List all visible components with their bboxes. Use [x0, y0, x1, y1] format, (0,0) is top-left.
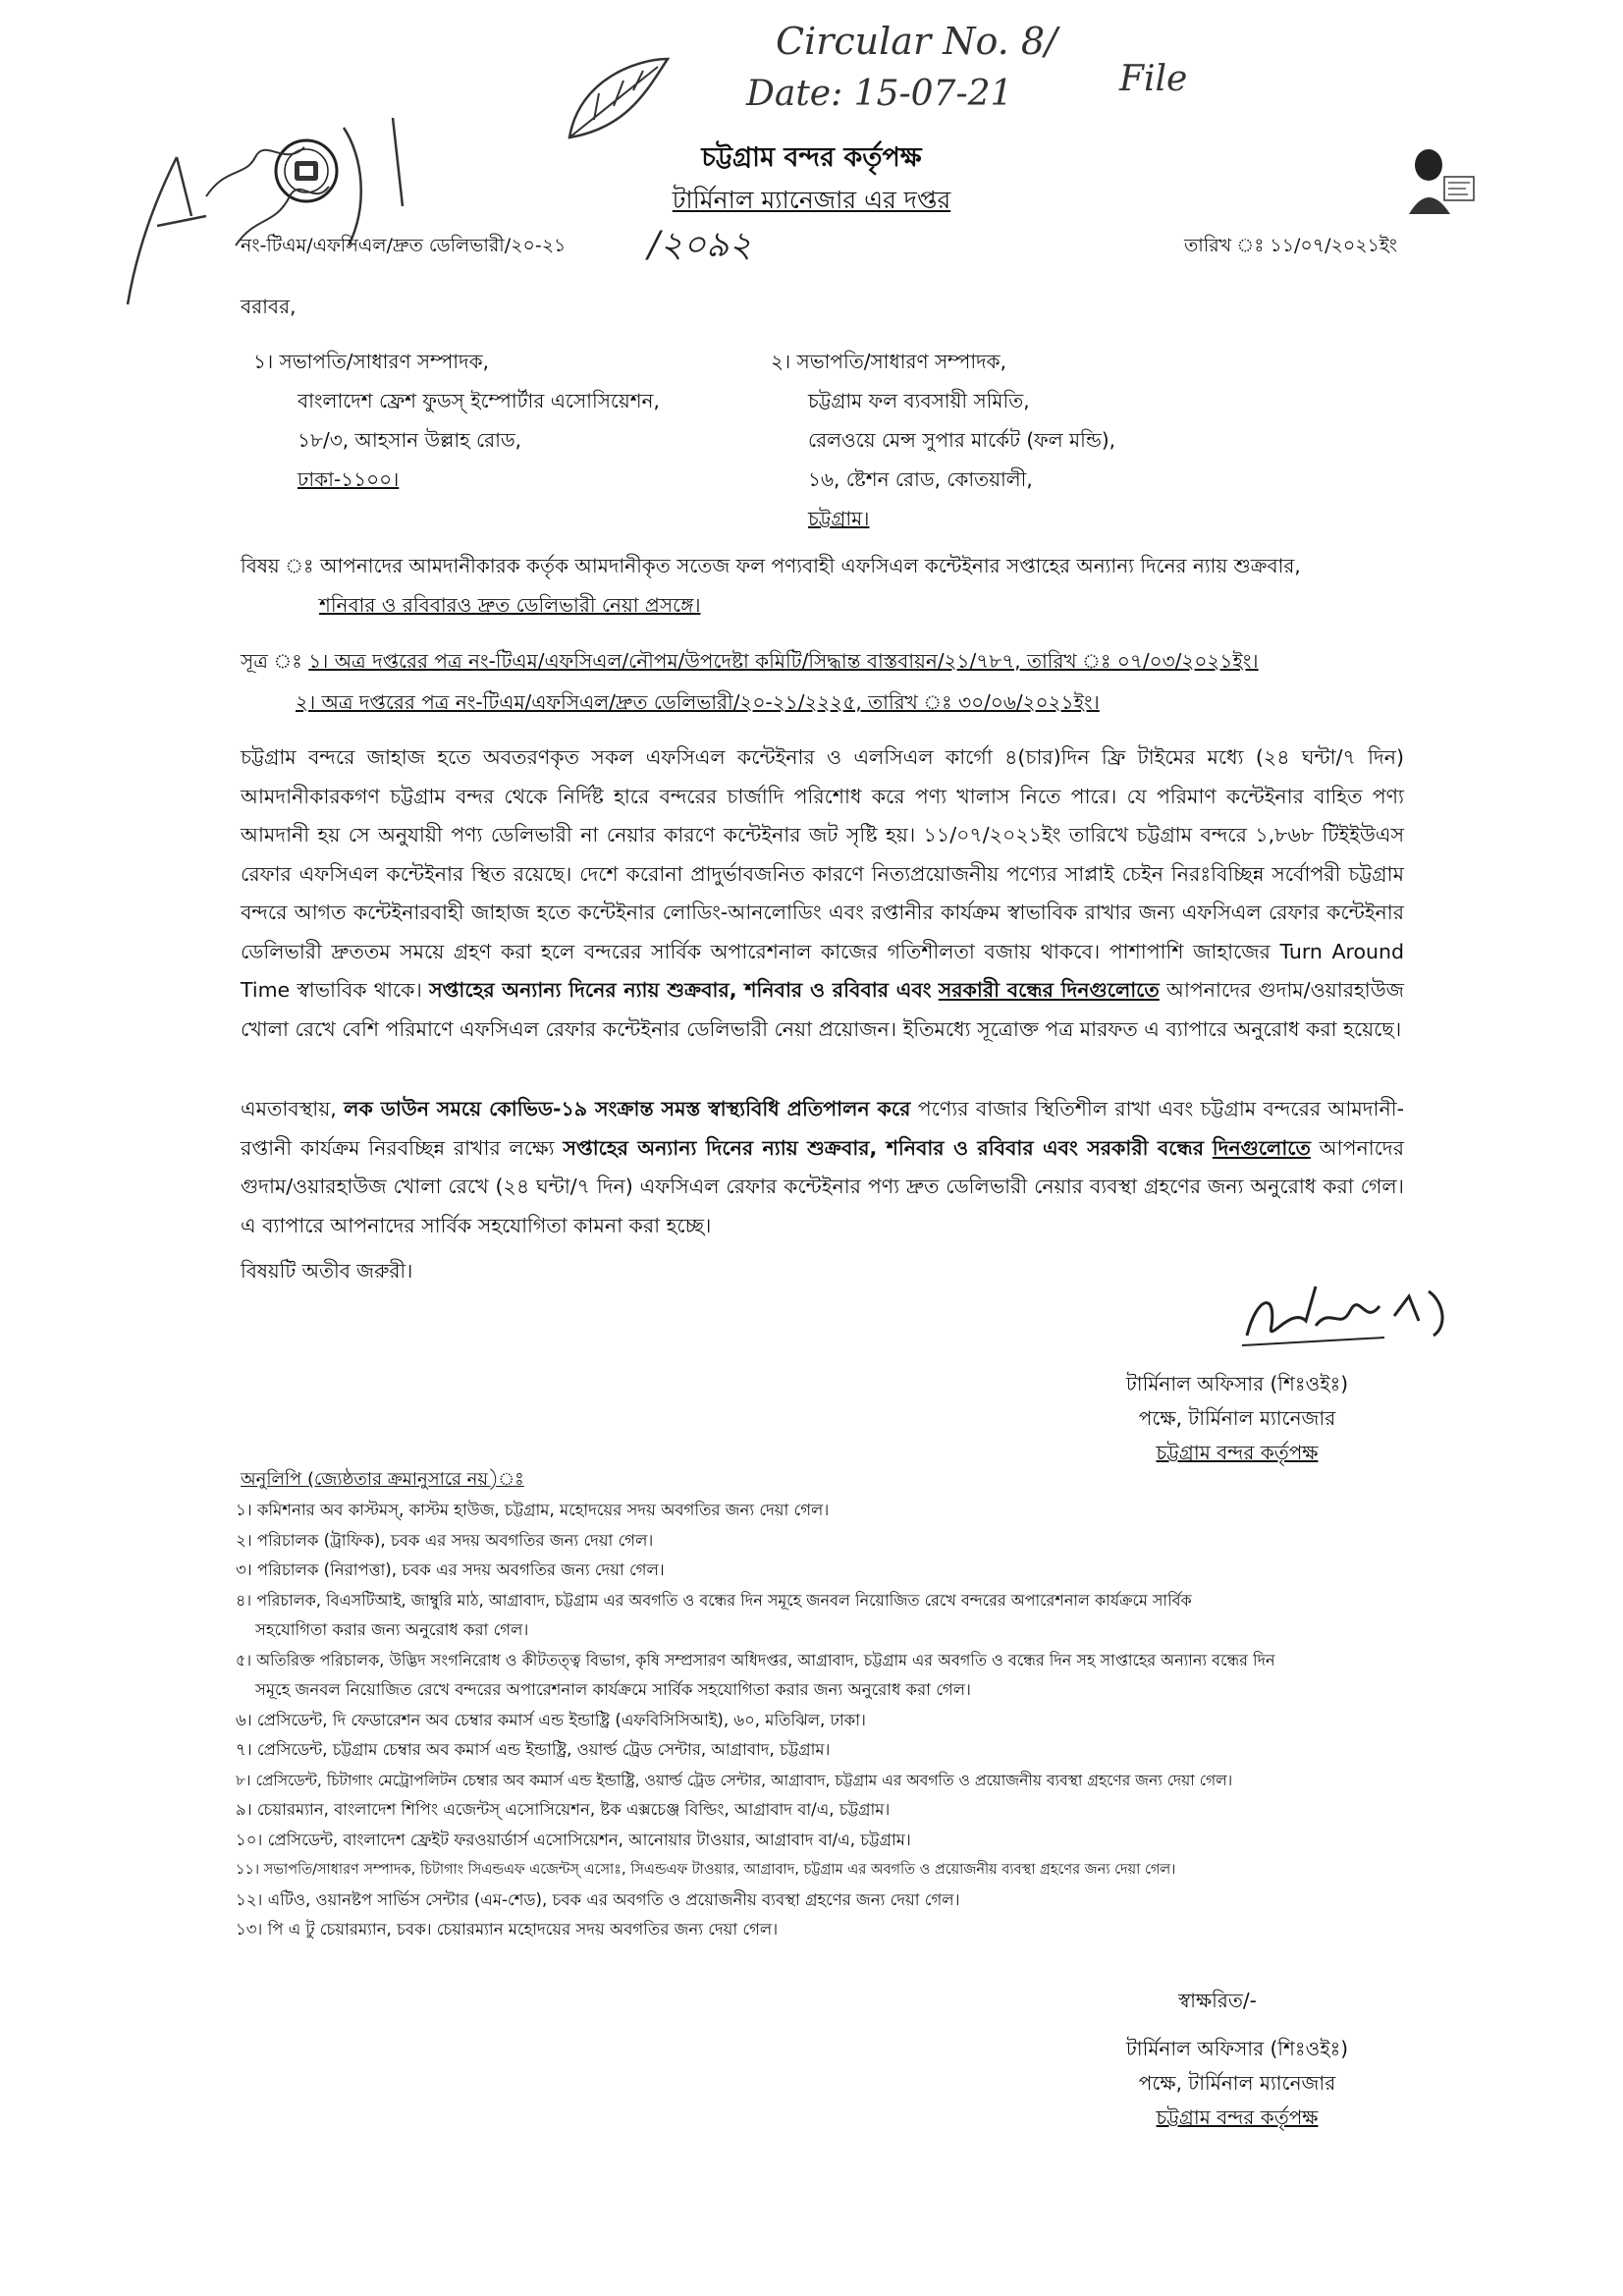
- handwritten-circular-note: Circular No. 8/: [776, 20, 1057, 63]
- subject-line-2: শনিবার ও রবিবারও দ্রুত ডেলিভারী নেয়া প্রসঙ্গে।: [319, 593, 701, 617]
- paragraph-text: আমদানীকারকগণ চট্টগ্রাম বন্দর থেকে নির্দিষ্ট হারে বন্দরের চার্জাদি পরিশোধ করে পণ্য খালাস নিতে পারে। যে পরিমাণ কন্টেইনার বাহিত: [241, 784, 1363, 808]
- signature-block: [1090, 1367, 1384, 1470]
- paragraph-text: রাখার জন্য এফসিএল রেফার কন্টেইনার ডেলিভারী দ্রুততম সময়ে গ্রহণ করা হলে বন্দরের সার্বিক অপারেশনাল কাজের গতিশীলতা বজায়: [241, 901, 1404, 963]
- paragraph-text: এমতাবস্থায়,: [241, 1097, 337, 1121]
- paragraph-text: থাকবে। পাশাপাশি জাহাজের Turn Around Time স্বাভাবিক থাকে।: [241, 939, 1404, 1002]
- paragraph-emphasis: দিনগুলোতে: [1212, 1135, 1311, 1160]
- paragraph-text: আমদানী-রপ্তানী কার্যক্রম নিরবচ্ছিন্ন রাখার লক্ষ্যে: [241, 1097, 1404, 1160]
- recipient-2-line: চট্টগ্রাম ফল ব্যবসায়ী সমিতি,: [808, 389, 1030, 412]
- paragraph-emphasis: সপ্তাহের অন্যান্য দিনের ন্যায় শুক্রবার, শনিবার ও রবিবার এবং সরকারী বন্ধের: [563, 1135, 1204, 1160]
- subject-label: বিষয় ঃ: [241, 554, 314, 577]
- attested-organization: চট্টগ্রাম বন্দর কর্তৃপক্ষ: [1156, 2105, 1319, 2129]
- attested-title: টার্মিনাল অফিসার (শিঃওইঃ): [1125, 2037, 1349, 2060]
- signatory-on-behalf: পক্ষে, টার্মিনাল ম্যানেজার: [1138, 1406, 1336, 1430]
- memo-number-handwritten: /২০৯২: [648, 225, 752, 265]
- copy-item: ৮। প্রেসিডেন্ট, চিটাগাং মেট্রোপলিটন চেম্বার অব কমার্স এন্ড ইন্ডাষ্ট্রি, ওয়ার্ল্ড ট্রেড সেন্টার, আগ্রাবাদ, চট্টগ্রাম এর অবগতি ও প্রয়োজনীয় ব্যবস্থা গ্রহণের জন্য দেয়া গেল।: [236, 1771, 1233, 1789]
- signatory-title: টার্মিনাল অফিসার (শিঃওইঃ): [1125, 1372, 1349, 1395]
- paragraph-emphasis: সরকারী বন্ধের দিনগুলোতে: [938, 978, 1160, 1002]
- paragraph-text: চট্টগ্রাম বন্দরে জাহাজ হতে অবতরণকৃত সকল এফসিএল কন্টেইনার ও এলসিএল কার্গো ৪(চার)দিন ফ্রি টাইমের মধ্যে (২৪ ঘন্টা/৭ দিন): [241, 745, 1404, 769]
- copies-list: [236, 1496, 1424, 1945]
- handwritten-date-note: Date: 15-07-21: [746, 74, 1013, 114]
- paragraph-emphasis: লক ডাউন সময়ে কোভিড-১৯ সংক্রান্ত সমস্ত স্বাস্থ্যবিধি প্রতিপালন করে: [344, 1097, 911, 1121]
- paragraph-text: নিরঃবিচ্ছিন্ন সর্বোপরী চট্টগ্রাম বন্দরে আগত কন্টেইনারবাহী জাহাজ হতে কন্টেইনার লোডিং-আনলোডিং এবং রপ্তানীর কার্যক্রম স্বাভাবিক: [241, 861, 1404, 924]
- paragraph-text: গ্রহণের জন্য অনুরোধ করা গেল। এ ব্যাপারে আপনাদের সার্বিক সহযোগিতা কামনা করা হচ্ছে।: [241, 1175, 1405, 1237]
- copy-item: ৭। প্রেসিডেন্ট, চট্টগ্রাম চেম্বার অব কমার্স এন্ড ইন্ডাষ্ট্রি, ওয়ার্ল্ড ট্রেড সেন্টার, আগ্রাবাদ, চট্টগ্রাম।: [236, 1740, 831, 1759]
- signatory-organization: চট্টগ্রাম বন্দর কর্তৃপক্ষ: [1156, 1441, 1319, 1464]
- copy-item: ১৩। পি এ টু চেয়ারম্যান, চবক। চেয়ারম্যান মহোদয়ের সদয় অবগতির জন্য দেয়া গেল।: [236, 1920, 779, 1939]
- recipient-2-line: চট্টগ্রাম।: [808, 507, 870, 530]
- memo-number: নং-টিএম/এফসিএল/দ্রুত ডেলিভারী/২০-২১: [241, 235, 567, 256]
- subject-block: [241, 546, 1409, 625]
- body-paragraph-2: [241, 1090, 1404, 1245]
- copy-item: ১। কমিশনার অব কাস্টমস্, কাস্টম হাউজ, চট্টগ্রাম, মহোদয়ের সদয় অবগতির জন্য দেয়া গেল।: [236, 1501, 830, 1519]
- copy-item: ৫। অতিরিক্ত পরিচালক, উদ্ভিদ সংগনিরোধ ও কীটতত্ত্ব বিভাগ, কৃষি সম্প্রসারণ অধিদপ্তর, আগ্রাবাদ, চট্টগ্রাম এর অবগতি ও বন্ধের দিন সহ সাপ্তাহের অন্যান্য বন্ধের দিন: [236, 1650, 1275, 1669]
- recipient-2-line: রেলওয়ে মেন্স সুপার মার্কেট (ফল মন্ডি),: [808, 428, 1115, 452]
- paragraph-text: আপনাদের গুদাম/ওয়ারহাউজ খোলা রেখে (২৪ ঘন্টা/৭ দিন) এফসিএল রেফার কন্টেইনার পণ্য দ্রুত ডেলিভারী নেয়ার ব্যবস্থা: [241, 1135, 1404, 1198]
- recipient-2-address: [771, 342, 1115, 538]
- letter-date: তারিখ ঃ ১১/০৭/২০২১ইং: [1184, 235, 1397, 256]
- handwritten-signature: [1237, 1267, 1463, 1355]
- copy-item: ১২। এটিও, ওয়ানষ্টপ সার্ভিস সেন্টার (এম-শেড), চবক এর অবগতি ও প্রয়োজনীয় ব্যবস্থা গ্রহণের জন্য দেয়া গেল।: [236, 1889, 960, 1909]
- organization-name: চট্টগ্রাম বন্দর কর্তৃপক্ষ: [701, 142, 922, 173]
- reference-1: ১। অত্র দপ্তরের পত্র নং-টিএম/এফসিএল/নৌপম/উপদেষ্টা কমিটি/সিদ্ধান্ত বাস্তবায়ন/২১/৭৮৭, তারিখ ঃ ০৭/০৩/২০২১ইং।: [308, 649, 1259, 673]
- copy-item: ১১। সভাপতি/সাধারণ সম্পাদক, চিটাগাং সিএন্ডএফ এজেন্টস্ এসোঃ, সিএন্ডএফ টাওয়ার, আগ্রাবাদ, চট্টগ্রাম এর অবগতি ও প্রয়োজনীয় ব্যবস্থা গ্রহণের জন্য দেয়া গেল।: [236, 1862, 1176, 1878]
- recipient-1-line: ১৮/৩, আহসান উল্লাহ রোড,: [298, 428, 522, 452]
- paragraph-text: পণ্যের বাজার স্থিতিশীল রাখা এবং চট্টগ্রাম বন্দরের: [917, 1097, 1322, 1121]
- reference-2: ২। অত্র দপ্তরের পত্র নং-টিএম/এফসিএল/দ্রুত ডেলিভারী/২০-২১/২২২৫, তারিখ ঃ ৩০/০৬/২০২১ইং।: [296, 690, 1100, 714]
- recipient-2-line: ২। সভাপতি/সাধারণ সম্পাদক,: [771, 350, 1006, 373]
- urgent-note: বিষয়টি অতীব জরুরী।: [241, 1259, 413, 1283]
- attested-label: স্বাক্ষরিত/-: [1178, 1989, 1257, 2012]
- paragraph-text: পণ্য আমদানী হয় সে অনুযায়ী পণ্য ডেলিভারী না নেয়ার কারণে কন্টেইনার জট সৃষ্টি হয়। ১১/০৭/২০২১ইং তারিখে চট্টগ্রাম বন্দরে ১,৮৬৮: [241, 784, 1404, 847]
- handwritten-file-note: File: [1119, 59, 1188, 99]
- recipient-1-line: বাংলাদেশ ফ্রেশ ফুডস্ ইম্পোর্টার এসোসিয়েশন,: [298, 389, 660, 412]
- copy-item-continued: সমূহে জনবল নিয়োজিত রেখে বন্দরের অপারেশনাল কার্যক্রমে সার্বিক সহযোগিতা করার জন্য অনুরোধ করা গেল।: [255, 1680, 971, 1699]
- paragraph-text: আপনাদের গুদাম/ওয়ারহাউজ খোলা রেখে বেশি পরিমাণে এফসিএল রেফার কন্টেইনার ডেলিভারী নেয়া: [241, 978, 1405, 1041]
- references-block: [241, 640, 1419, 723]
- recipient-1-address: [253, 342, 660, 499]
- paragraph-emphasis: সপ্তাহের অন্যান্য দিনের ন্যায় শুক্রবার, শনিবার ও রবিবার এবং: [429, 978, 932, 1002]
- to-label: বরাবর,: [241, 295, 297, 318]
- copy-item: ২। পরিচালক (ট্রাফিক), চবক এর সদয় অবগতির জন্য দেয়া গেল।: [236, 1530, 654, 1550]
- copy-item-continued: সহযোগিতা করার জন্য অনুরোধ করা গেল।: [255, 1620, 529, 1639]
- reference-label: সূত্র ঃ: [241, 649, 302, 673]
- office-name: টার্মিনাল ম্যানেজার এর দপ্তর: [672, 186, 951, 214]
- copy-item: ৪। পরিচালক, বিএসটিআই, জাম্বুরি মাঠ, আগ্রাবাদ, চট্টগ্রাম এর অবগতি ও বন্ধের দিন সমূহে জনবল নিয়োজিত রেখে বন্দরের অপারেশনাল কার্যক্রমে সার্বিক: [236, 1590, 1192, 1610]
- attested-block: [1090, 1984, 1384, 2135]
- subject-line-1: আপনাদের আমদানীকারক কর্তৃক আমদানীকৃত সতেজ ফল পণ্যবাহী এফসিএল কন্টেইনার সপ্তাহের অন্যান্য দিনের ন্যায় শুক্রবার,: [319, 554, 1301, 577]
- paragraph-text: টিইইউএস রেফার এফসিএল কন্টেইনার স্থিত রয়েছে। দেশে করোনা প্রাদুর্ভাবজনিত কারণে নিত্যপ্রয়োজনীয় পণ্যের সাপ্লাই চেইন: [241, 823, 1404, 886]
- recipient-2-line: ১৬, ষ্টেশন রোড, কোতয়ালী,: [808, 467, 1033, 491]
- copy-item: ৩। পরিচালক (নিরাপত্তা), চবক এর সদয় অবগতির জন্য দেয়া গেল।: [236, 1560, 665, 1579]
- copies-title: অনুলিপি (জ্যেষ্ঠতার ক্রমানুসারে নয়)ঃ: [241, 1469, 524, 1490]
- recipient-1-line: ১। সভাপতি/সাধারণ সম্পাদক,: [253, 350, 489, 373]
- paragraph-text: প্রয়োজন। ইতিমধ্যে সূত্রোক্ত পত্র মারফত এ ব্যাপারে অনুরোধ করা হয়েছে।: [818, 1016, 1402, 1041]
- attested-on-behalf: পক্ষে, টার্মিনাল ম্যানেজার: [1138, 2071, 1336, 2095]
- copy-item: ১০। প্রেসিডেন্ট, বাংলাদেশ ফ্রেইট ফরওয়ার্ডার্স এসোসিয়েশন, আনোয়ার টাওয়ার, আগ্রাবাদ বা/এ, চট্টগ্রাম।: [236, 1830, 911, 1849]
- recipient-1-line: ঢাকা-১১০০।: [298, 467, 400, 491]
- copy-item: ৬। প্রেসিডেন্ট, দি ফেডারেশন অব চেম্বার কমার্স এন্ড ইন্ডাষ্ট্রি (এফবিসিসিআই), ৬০, মতিঝিল, ঢাকা।: [236, 1710, 866, 1729]
- copy-item: ৯। চেয়ারম্যান, বাংলাদেশ শিপিং এজেন্টস্ এসোসিয়েশন, ষ্টক এক্সচেঞ্জ বিল্ডিং, আগ্রাবাদ বা/এ, চট্টগ্রাম।: [236, 1800, 891, 1819]
- body-paragraph-1: [241, 738, 1404, 1049]
